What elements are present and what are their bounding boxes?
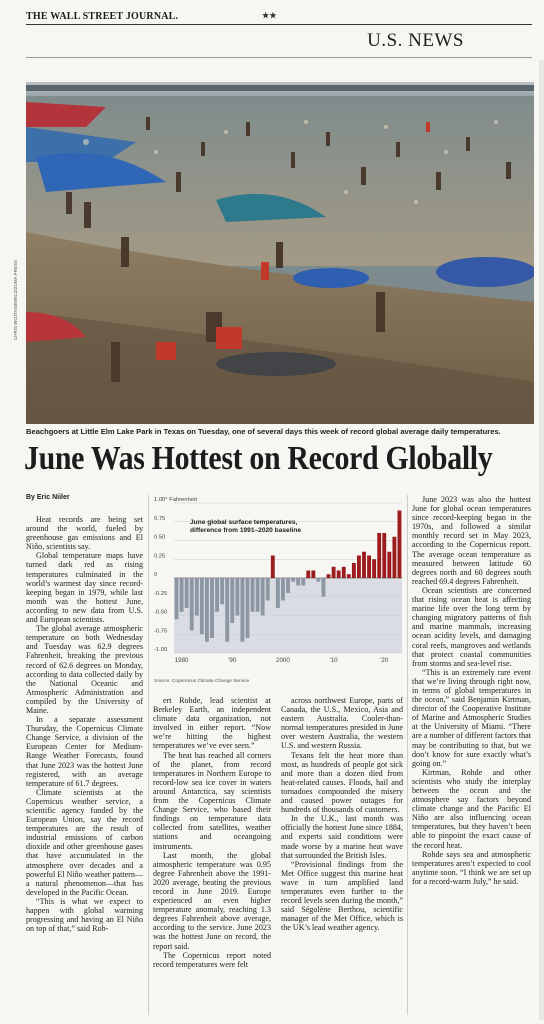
paragraph: Climate scientists at the Copernicus weather service, a scientific agency funded by the European Union, say the record temperatures are the result of industrial emissions of carbon dioxide and other greenhouse gases that have accumulated in the atmosphere over decades and a powerful El Niño weather pattern—a natural phenomenon—that has developed in the Pacific Ocean. [26,787,143,897]
y-tick-label: -1.00 [154,647,168,653]
bar [185,578,189,608]
article-column-3 [281,696,403,1021]
bar [205,578,209,642]
paragraph: ert Rohde, lead scientist at Berkeley Earth, an independent climate data organization, not involved in either report. “Now we’re hitting the highest temperatures we’ve ever seen.” [153,696,271,751]
y-tick-label: 0 [154,572,158,578]
bar [291,578,295,582]
chart-title: difference from 1991–2020 baseline [190,527,302,534]
bar [286,578,290,593]
paragraph: Rohde says sea and atmospheric temperatures aren’t expected to cool anytime soon. “I think we are set up for a record-warm July,” he said. [412,849,531,886]
bar [306,571,310,579]
bar [261,578,265,616]
bar [230,578,234,623]
masthead-rule [26,24,532,25]
y-tick-label: -0.50 [154,609,168,616]
photo-credit: CHRIS WOJTANIEWICZ/ZUMA PRESS [13,260,18,340]
bar [311,571,315,579]
bar [271,556,275,579]
bar [256,578,260,612]
bar [387,552,391,578]
x-tick-label: '20 [380,657,389,664]
paragraph: The Copernicus report noted record temperatures were felt [153,950,271,969]
article-column-2 [153,696,271,1021]
y-tick-label: 0.75 [154,515,166,522]
bar [251,578,255,612]
chart-title: June global surface temperatures, [190,519,298,526]
paragraph: “This is what we expect to happen with global warming progressing and having an El Niño on top of that,” said Rob- [26,896,143,934]
bar [296,578,300,586]
bar [382,533,386,578]
bar [362,552,366,578]
paragraph: In the U.K., last month was officially the hottest June since 1884, and experts said conditions were made worse by a marine heat wave that surrounded the British Isles. [281,814,403,860]
bar [180,578,184,612]
bar [210,578,214,638]
temperature-chart-svg [152,493,404,693]
masthead-title: THE WALL STREET JOURNAL. [26,11,179,22]
paragraph: Texans felt the heat more than most, as hundreds of people got sick and more than a dozen died from heat-related causes. Floods, hail and tornadoes compounded the misery and caused power outages for hundreds of thousands of customers. [281,750,403,815]
byline: By Eric Niiler [26,494,70,501]
masthead [26,11,532,22]
chart-source: Source: Copernicus Climate Change Service [154,679,250,684]
y-tick-label: 0.50 [154,534,166,541]
bar [322,578,326,597]
x-tick-label: '90 [228,657,237,664]
y-tick-label: -0.25 [154,590,168,597]
paragraph: The heat has reached all corners of the planet, from record temperatures in Northern Europe to record-low sea ice cover in waters around Antarctica, say scientists from the Copernicus Climate Change Service, who based their findings on temperature data collected from satellites, weather stations and oceangoing instruments. [153,750,271,851]
paragraph: The global average atmospheric temperature on both Wednesday and Tuesday was 62.9 degrees Fahrenheit, breaking the previous record of 62.6 degrees on Monday, according to data collected daily by the National Oceanic and Atmospheric Administration and compiled by the University of Maine. [26,624,143,715]
bar [195,578,199,616]
bar [190,578,194,631]
bar [352,563,356,578]
y-tick-label: -0.75 [154,628,168,635]
bar [367,556,371,579]
section-title: U.S. NEWS [367,30,464,51]
bar [281,578,285,601]
bar [266,578,270,601]
bar [215,578,219,612]
temperature-chart [152,493,404,693]
bar [246,578,250,638]
paragraph: In a separate assessment Thursday, the Copernicus Climate Change Service, a division of the European Center for Medium-Range Weather Forecasts, found that June 2023 was the hottest June registered, with an average temperature of 61.7 degrees. [26,715,143,788]
y-tick-label: 1.00° Fahrenheit [154,497,197,503]
photo-caption: Beachgoers at Little Elm Lake Park in Texas on Tuesday, one of several days this week of record global average daily temperatures. [26,427,501,436]
x-tick-label: 1980 [174,657,189,664]
bar [337,571,341,579]
paragraph: June 2023 was also the hottest June for global ocean temperatures since record-keeping began in the 1970s, and followed a similar monthly record set in May 2023, according to the Copernicus report. The average ocean temperature as measured between latitude 60 degrees north and 60 degrees south reached 69.4 degrees Fahrenheit. [412,495,531,586]
bar [200,578,204,634]
bar [235,578,239,616]
bar [398,511,402,579]
bar [240,578,244,642]
paragraph: “Provisional findings from the Met Office suggest this marine heat wave in turn amplified land temperatures even further to the record levels seen during the month,” said Ségolène Berthou, scientific manager of the Met Office, which is the UK’s lead weather agency. [281,859,403,933]
bar [357,556,361,579]
beach-photo [26,82,534,424]
paragraph: “This is an extremely rare event that we’re living through right now, in terms of global temperatures in the ocean,” said Benjamin Kirtman, director of the Cooperative Institute of Marine and Atmospheric Studies at the University of Miami. “There are a number of different factors that may be contributing to that, but we don’t know for sure exactly what’s going on.” [412,667,531,768]
page-edge [539,60,544,1020]
section-rule [26,57,532,58]
y-tick-label: 0.25 [154,553,166,560]
bar [301,578,305,586]
bar [392,537,396,578]
paragraph: Heat records are being set around the world, fueled by greenhouse gas emissions and El Niño, scientists say. [26,515,143,552]
column-divider [148,495,149,1015]
bar [342,567,346,578]
bar [220,578,224,604]
article-column-4 [412,495,531,1021]
x-tick-label: 2000 [276,657,290,664]
bar [225,578,229,642]
bar [175,578,179,619]
column-divider [407,495,408,1015]
bar [327,574,331,578]
bar [372,559,376,578]
bar [276,578,280,608]
edition-stars: ★★ [262,11,277,20]
paragraph: across northwest Europe, parts of Canada, the U.S., Mexico, Asia and eastern Australia. Cooler-than-normal temperatures presided in June over western Australia, the western U.S. and western Russia. [281,696,403,751]
bar [377,533,381,578]
paragraph: Ocean scientists are concerned that rising ocean heat is affecting marine life over the long term by changing migratory patterns of fish and marine mammals, increasing ocean acidity levels, and damaging coral reefs, mangroves and wetlands that protect coastal communities from storms and sea-level rise. [412,585,531,668]
headline: June Was Hottest on Record Globally [24,440,493,477]
article-column-1 [26,515,143,1020]
paragraph: Last month, the global atmospheric temperature was 0.95 degree Fahrenheit above the 1991-2020 average, beating the previous record in June 2019. Europe experienced an even higher temperature anomaly, reaching 1.3 degrees Fahrenheit above average, according to the service. June 2023 was the hottest June on record, the report said. [153,850,271,951]
bar [316,578,320,582]
paragraph: Global temperature maps have turned dark red as rising temperatures culminated in the world’s warmest day since record-keeping began in 1979, while last month was the hottest June, according to new data from U.S. and European scientists. [26,551,143,625]
x-tick-label: '10 [329,657,338,664]
bar [347,574,351,578]
paragraph: Kirtman, Rohde and other scientists who study the interplay between the ocean and the atmosphere say factors beyond climate change and the Pacific El Niño are also influencing ocean temperatures, but they haven’t been able to pinpoint the exact cause of the record heat. [412,767,531,850]
bar [332,567,336,578]
